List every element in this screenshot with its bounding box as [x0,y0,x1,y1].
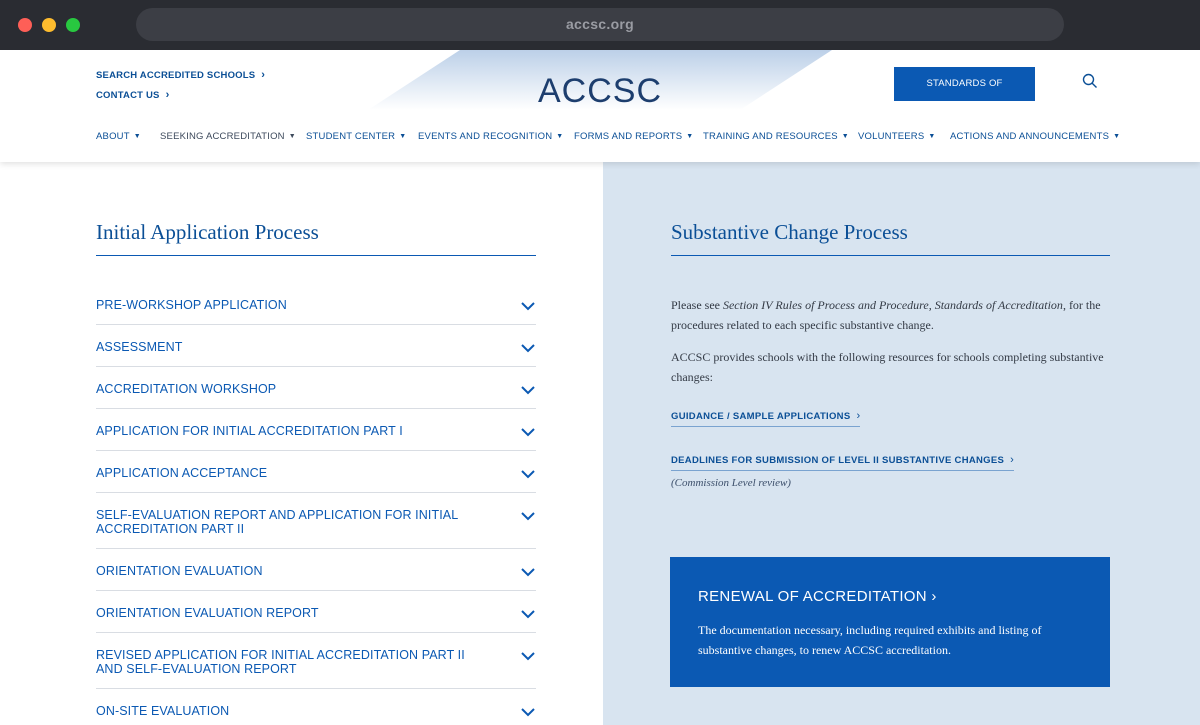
accordion-item[interactable] [96,367,536,409]
renewal-title-link[interactable]: RENEWAL OF ACCREDITATION › [698,588,937,605]
accordion-item-label: ORIENTATION EVALUATION REPORT [96,606,319,620]
accordion-item[interactable] [96,451,536,493]
nav-actions-and-announcements[interactable]: ACTIONS AND ANNOUNCEMENTS ▼ [950,131,1121,142]
chevron-down-icon[interactable] [520,609,536,619]
accordion-item-label: REVISED APPLICATION FOR INITIAL ACCREDITATION PART II AND SELF-EVALUATION REPORT [96,648,465,676]
site-header [0,50,1200,162]
chevron-down-icon[interactable] [520,385,536,395]
nav-training-and-resources[interactable]: TRAINING AND RESOURCES ▼ [703,131,849,142]
contact-us-link[interactable]: CONTACT US › [96,89,170,101]
accordion-item[interactable] [96,409,536,451]
accordion-item[interactable] [96,285,536,325]
accordion-item[interactable] [96,591,536,633]
chevron-down-icon[interactable] [520,301,536,311]
chevron-down-icon: ▼ [133,133,141,140]
substantive-change-heading: Substantive Change Process [671,220,908,244]
minimize-window-button[interactable] [42,18,56,32]
close-window-button[interactable] [18,18,32,32]
guidance-sample-applications-link[interactable]: GUIDANCE / SAMPLE APPLICATIONS › [671,410,860,427]
chevron-down-icon[interactable] [520,651,536,661]
initial-application-heading: Initial Application Process [96,220,319,244]
deadlines-level-ii-link[interactable]: DEADLINES FOR SUBMISSION OF LEVEL II SUBSTANTIVE CHANGES › [671,454,1014,471]
accordion-item-label: APPLICATION FOR INITIAL ACCREDITATION PART I [96,424,403,438]
renewal-card[interactable] [670,557,1110,687]
accordion-item-label: ACCREDITATION WORKSHOP [96,382,277,396]
accordion-item-label: PRE-WORKSHOP APPLICATION [96,298,287,312]
accordion-item[interactable] [96,325,536,367]
substantive-resources-paragraph: ACCSC provides schools with the following resources for schools completing substantive changes: [671,350,1104,384]
nav-about[interactable]: ABOUT ▼ [96,131,141,142]
chevron-down-icon: ▼ [686,133,694,140]
nav-seeking-accreditation[interactable]: SEEKING ACCREDITATION ▼ [160,131,296,142]
accordion-item[interactable] [96,633,536,689]
accordion-item-label: ASSESSMENT [96,340,183,354]
chevron-down-icon: ▼ [399,133,407,140]
chevron-down-icon[interactable] [520,707,536,717]
browser-chrome [0,0,1200,50]
accordion-item-label: ON-SITE EVALUATION [96,704,230,718]
chevron-down-icon[interactable] [520,511,536,521]
standards-of-accreditation-button[interactable]: STANDARDS OF ACCREDITATION [894,67,1035,101]
chevron-down-icon: ▼ [841,133,849,140]
renewal-description: The documentation necessary, including required exhibits and listing of substantive changes, to renew ACCSC accreditation. [698,623,1042,657]
search-accredited-schools-link[interactable]: SEARCH ACCREDITED SCHOOLS › [96,69,266,81]
accordion-item[interactable] [96,493,536,549]
nav-events-and-recognition[interactable]: EVENTS AND RECOGNITION ▼ [418,131,564,142]
search-icon[interactable] [1082,73,1098,89]
heading-divider [96,255,536,256]
nav-forms-and-reports[interactable]: FORMS AND REPORTS ▼ [574,131,694,142]
substantive-intro-paragraph: Please see Section IV Rules of Process and Procedure, Standards of Accreditation, for the procedures related to each specific substantive change. [671,298,1101,332]
heading-divider [671,255,1110,256]
accordion-item-label: ORIENTATION EVALUATION [96,564,263,578]
chevron-down-icon: ▼ [556,133,564,140]
maximize-window-button[interactable] [66,18,80,32]
chevron-down-icon[interactable] [520,343,536,353]
chevron-down-icon: ▼ [928,133,936,140]
chevron-down-icon: ▼ [1113,133,1121,140]
chevron-down-icon: ▼ [288,133,296,140]
accordion-item-label: APPLICATION ACCEPTANCE [96,466,268,480]
accsc-logo[interactable]: ACCSC [538,72,663,110]
nav-volunteers[interactable]: VOLUNTEERS ▼ [858,131,936,142]
chevron-down-icon[interactable] [520,427,536,437]
address-bar[interactable]: accsc.org [136,8,1064,41]
nav-student-center[interactable]: STUDENT CENTER ▼ [306,131,407,142]
page [0,50,1200,725]
chevron-down-icon[interactable] [520,567,536,577]
accordion-item[interactable] [96,689,536,725]
accordion-item-label: SELF-EVALUATION REPORT AND APPLICATION FOR INITIAL ACCREDITATION PART II [96,508,458,536]
commission-level-note: (Commission Level review) [671,477,791,489]
standards-reference: Section IV Rules of Process and Procedure, Standards of Accreditation [722,298,1063,312]
chevron-down-icon[interactable] [520,469,536,479]
accordion-item[interactable] [96,549,536,591]
